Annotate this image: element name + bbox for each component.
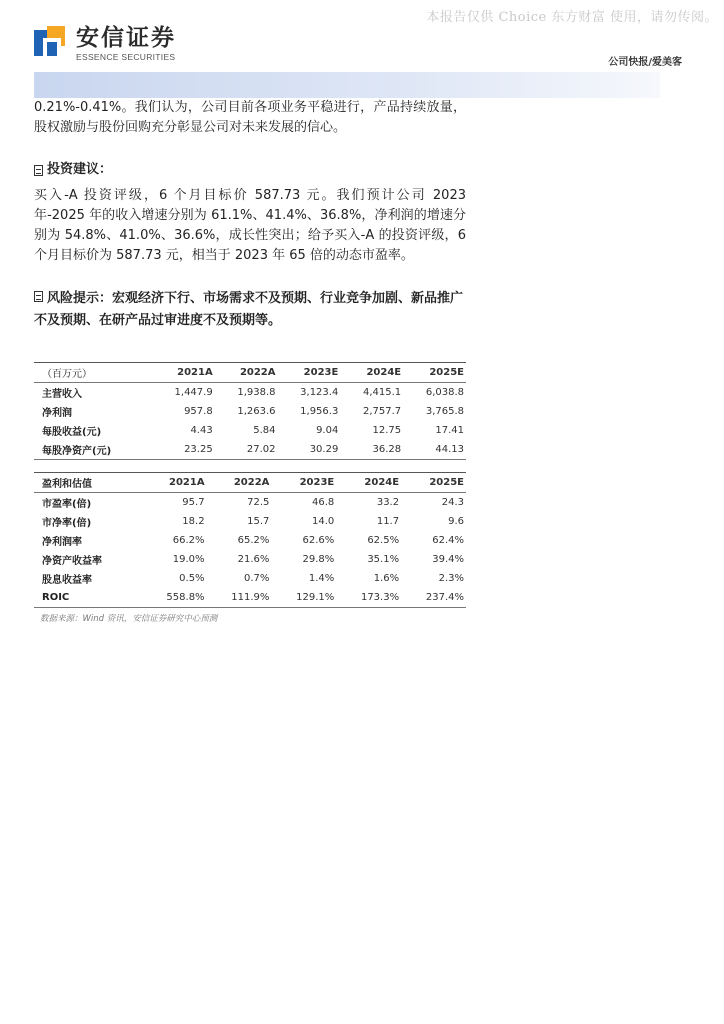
value-cell: 46.8 xyxy=(311,497,335,508)
value-cell: 21.6% xyxy=(237,554,270,565)
row-label-cell: 主营收入 xyxy=(42,389,82,400)
table-header-cell: 2022A xyxy=(215,363,278,383)
value-cell: 9.04 xyxy=(316,425,339,436)
logo-mark-icon xyxy=(34,26,68,62)
value-cell: 0.7% xyxy=(244,573,270,584)
table-row xyxy=(34,550,466,569)
table-header-cell: 2023E xyxy=(271,473,336,493)
report-content xyxy=(34,98,466,624)
row-label-cell: 股息收益率 xyxy=(42,575,92,586)
value-cell: 5.84 xyxy=(253,425,276,436)
table-header-cell: （百万元） xyxy=(34,363,152,383)
value-cell: 35.1% xyxy=(367,554,400,565)
table-header-row xyxy=(34,473,466,493)
value-cell: 62.5% xyxy=(367,535,400,546)
value-cell: 95.7 xyxy=(182,497,205,508)
value-cell: 558.8% xyxy=(142,588,207,608)
value-cell: 111.9% xyxy=(207,588,272,608)
logo-chinese-name: 安信证券 xyxy=(76,24,176,51)
table-row xyxy=(34,440,466,460)
value-cell: 27.02 xyxy=(215,440,278,460)
value-cell: 15.7 xyxy=(247,516,270,527)
value-cell: 957.8 xyxy=(184,406,213,417)
company-logo xyxy=(34,26,176,62)
value-cell: 1,263.6 xyxy=(237,406,276,417)
value-cell: 12.75 xyxy=(372,425,402,436)
value-cell: 3,765.8 xyxy=(425,406,464,417)
value-cell: 29.8% xyxy=(302,554,335,565)
row-label-cell: 净利润 xyxy=(42,408,72,419)
value-cell: 129.1% xyxy=(271,588,336,608)
investment-advice-heading xyxy=(34,160,466,180)
data-source-note: 数据来源：Wind 资讯，安信证券研究中心预测 xyxy=(40,614,218,624)
table-header-cell: 2024E xyxy=(340,363,403,383)
value-cell: 6,038.8 xyxy=(425,387,464,398)
row-label-cell: ROIC xyxy=(34,588,142,608)
valuation-table xyxy=(34,472,466,608)
table-header-cell: 2023E xyxy=(278,363,341,383)
watermark: 本报告仅供 Choice 东方财富 使用，请勿传阅。 xyxy=(426,10,718,25)
value-cell: 39.4% xyxy=(432,554,464,565)
value-cell: 18.2 xyxy=(182,516,205,527)
value-cell: 0.5% xyxy=(179,573,205,584)
value-cell: 4,415.1 xyxy=(362,387,402,398)
row-label-cell: 净资产收益率 xyxy=(42,556,102,567)
value-cell: 9.6 xyxy=(448,516,464,527)
table-row xyxy=(34,531,466,550)
row-label-cell: 市盈率(倍) xyxy=(42,499,92,510)
table-header-cell: 2025E xyxy=(403,363,466,383)
investment-advice-body: 买入-A 投资评级，6 个月目标价 587.73 元。我们预计公司 2023 年-2025 年的收入增速分别为 61.1%、41.4%、36.8%，净利润的增速分别为 54.8%、41.0%、36.6%，成长性突出；给予买入-A 的投资评级，6 个月目标价为 587.73 元，相当于 2023 年 65 倍的动态市盈率。 xyxy=(34,188,466,263)
value-cell: 24.3 xyxy=(441,497,464,508)
table-row xyxy=(34,588,466,608)
value-cell: 23.25 xyxy=(152,440,215,460)
table-row xyxy=(34,383,466,403)
logo-english-name: ESSENCE SECURITIES xyxy=(76,51,176,62)
table-header-cell: 2021A xyxy=(152,363,215,383)
intro-paragraph: 0.21%-0.41%。我们认为，公司目前各项业务平稳进行，产品持续放量，股权激励与股份回购充分彰显公司对未来发展的信心。 xyxy=(34,100,466,135)
value-cell: 33.2 xyxy=(376,497,400,508)
value-cell: 62.6% xyxy=(302,535,335,546)
table-header-cell: 2025E xyxy=(401,473,466,493)
table-header-cell: 2024E xyxy=(336,473,401,493)
value-cell: 1,938.8 xyxy=(237,387,276,398)
document-icon xyxy=(34,291,43,302)
investment-advice-title: 投资建议： xyxy=(47,162,113,177)
row-label-cell: 每股收益(元) xyxy=(42,427,102,438)
value-cell: 1.6% xyxy=(373,573,400,584)
document-icon xyxy=(34,165,43,176)
value-cell: 4.43 xyxy=(190,425,213,436)
table-row xyxy=(34,402,466,421)
row-label-cell: 净利润率 xyxy=(42,537,82,548)
value-cell: 11.7 xyxy=(376,516,400,527)
value-cell: 72.5 xyxy=(247,497,270,508)
value-cell: 1,956.3 xyxy=(300,406,339,417)
value-cell: 1.4% xyxy=(308,573,335,584)
value-cell: 30.29 xyxy=(278,440,341,460)
row-label-cell: 市净率(倍) xyxy=(42,518,92,529)
value-cell: 237.4% xyxy=(401,588,466,608)
value-cell: 44.13 xyxy=(403,440,466,460)
report-type-label: 公司快报/爱美客 xyxy=(608,57,682,68)
risk-warning xyxy=(34,288,466,332)
table-header-row xyxy=(34,363,466,383)
value-cell: 2,757.7 xyxy=(362,406,402,417)
table-header-cell: 盈利和估值 xyxy=(34,473,142,493)
table-row xyxy=(34,493,466,513)
value-cell: 1,447.9 xyxy=(174,387,213,398)
value-cell: 3,123.4 xyxy=(300,387,339,398)
value-cell: 173.3% xyxy=(336,588,401,608)
risk-warning-text: 风险提示：宏观经济下行、市场需求不及预期、行业竞争加剧、新品推广不及预期、在研产品过审进度不及预期等。 xyxy=(34,291,464,328)
table-header-cell: 2022A xyxy=(207,473,272,493)
header-band xyxy=(34,72,660,98)
value-cell: 36.28 xyxy=(340,440,403,460)
table-row xyxy=(34,512,466,531)
financial-summary-table xyxy=(34,362,466,460)
value-cell: 65.2% xyxy=(237,535,270,546)
table-row xyxy=(34,421,466,440)
value-cell: 62.4% xyxy=(432,535,464,546)
value-cell: 14.0 xyxy=(311,516,335,527)
value-cell: 2.3% xyxy=(438,573,464,584)
value-cell: 66.2% xyxy=(172,535,205,546)
table-row xyxy=(34,569,466,588)
row-label-cell: 每股净资产(元) xyxy=(34,440,152,460)
table-header-cell: 2021A xyxy=(142,473,207,493)
value-cell: 19.0% xyxy=(172,554,205,565)
value-cell: 17.41 xyxy=(435,425,464,436)
